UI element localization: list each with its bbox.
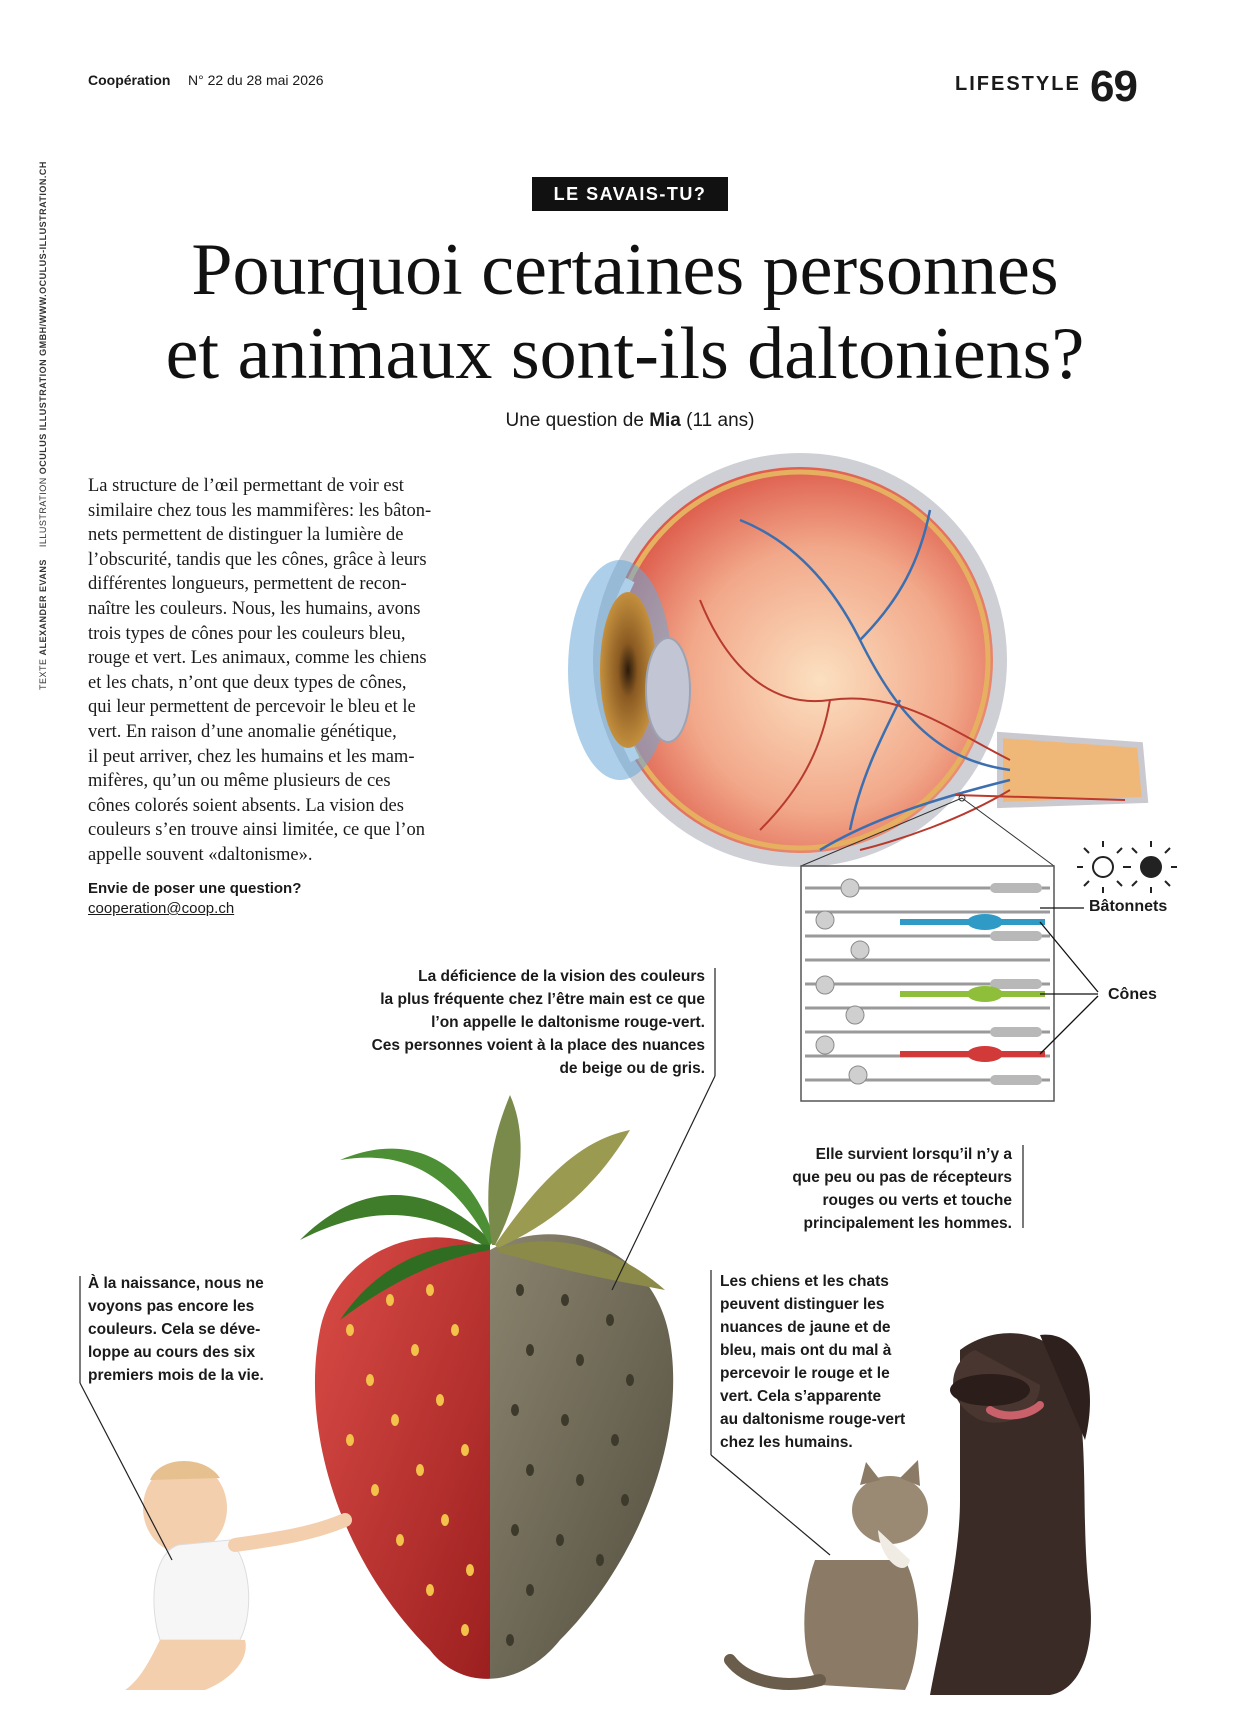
title-line: et animaux sont-ils daltoniens? [165, 313, 1085, 395]
note-line: principalement les hommes. [803, 1215, 1012, 1232]
note-line: Les chiens et les chats [720, 1273, 889, 1290]
publication-name: Coopération [88, 72, 171, 88]
note-line: percevoir le rouge et le [720, 1365, 890, 1382]
body-line: cônes colorés soient absents. La vision des [88, 795, 404, 816]
subtitle-name: Mia [649, 410, 681, 431]
body-line: appelle souvent «daltonisme». [88, 844, 313, 865]
note-line: La déficience de la vision des couleurs [418, 968, 705, 985]
dog-illustration [930, 1333, 1091, 1695]
body-line: rouge et vert. Les animaux, comme les chiens [88, 648, 427, 669]
credit-text-label: TEXTE [38, 658, 48, 690]
note-line: Ces personnes voient à la place des nuances [371, 1037, 705, 1054]
title-line: Pourquoi certaines personnes [191, 229, 1059, 311]
cat-illustration [730, 1460, 928, 1690]
contact-email-link[interactable]: cooperation@coop.ch [88, 900, 235, 917]
cta-question: Envie de poser une question? [88, 880, 302, 897]
subtitle-prefix: Une question de [505, 410, 650, 431]
bright-light-icon [1125, 841, 1177, 893]
note-line: loppe au cours des six [88, 1344, 256, 1361]
birth-note [88, 1272, 264, 1387]
note-line: chez les humains. [720, 1434, 853, 1451]
note-line: À la naissance, nous ne [88, 1275, 264, 1292]
body-line: qui leur permettent de percevoir le bleu et le [88, 697, 416, 718]
body-line: couleurs s’en trouve ainsi limitée, ce que l’on [88, 820, 426, 841]
note-line: au daltonisme rouge-vert [720, 1411, 906, 1428]
note-line: peuvent distinguer les [720, 1296, 885, 1313]
note-line: que peu ou pas de récepteurs [792, 1169, 1012, 1186]
strawberry-illustration [300, 1095, 690, 1700]
note-line: rouges ou verts et touche [822, 1192, 1012, 1209]
body-line: il peut arriver, chez les humains et les mam- [88, 746, 415, 767]
note-line: de beige ou de gris. [559, 1060, 705, 1077]
lens [646, 638, 690, 742]
rods-label: Bâtonnets [1089, 898, 1168, 915]
page-number: 69 [1090, 62, 1137, 111]
body-line: naître les couleurs. Nous, les humains, avons [88, 598, 421, 619]
body-line: mifères, qu’un ou même plusieurs de ces [88, 771, 391, 792]
note-line: vert. Cela s’apparente [720, 1388, 882, 1405]
body-line: et les chats, n’ont que deux types de cônes, [88, 672, 407, 693]
retina-diagram [801, 866, 1054, 1101]
credit-illustration-author: OCULUS ILLUSTRATION GMBH/WWW.OCULUS-ILLUSTRATION.CH [38, 161, 48, 475]
optic-nerve [1000, 735, 1145, 805]
note-line: Elle survient lorsqu’il n’y a [815, 1146, 1012, 1163]
issue-date: N° 22 du 28 mai 2026 [188, 72, 324, 88]
note-line: voyons pas encore les [88, 1298, 255, 1315]
credit-text-author: ALEXANDER EVANS [38, 559, 48, 656]
note-line: l’on appelle le daltonisme rouge-vert. [431, 1014, 705, 1031]
note-line: bleu, mais ont du mal à [720, 1342, 892, 1359]
note-line: nuances de jaune et de [720, 1319, 891, 1336]
body-line: l’obscurité, tandis que les cônes, grâce à leurs [88, 549, 427, 570]
body-line: vert. En raison d’une anomalie génétique, [88, 721, 397, 742]
body-line: trois types de cônes pour les couleurs bleu, [88, 623, 406, 644]
note-line: la plus fréquente chez l’être main est ce que [380, 991, 705, 1008]
section-label: LIFESTYLE [955, 73, 1081, 95]
deficiency-note [362, 965, 705, 1080]
note-line: couleurs. Cela se déve- [88, 1321, 261, 1338]
baby-illustration [125, 1461, 345, 1690]
subtitle-suffix: (11 ans) [680, 410, 755, 431]
body-line: nets permettent de distinguer la lumière de [88, 525, 404, 546]
credit-illustration-label: ILLUSTRATION [38, 477, 48, 548]
body-line: différentes longueurs, permettent de recon- [88, 574, 407, 595]
body-line: La structure de l’œil permettant de voir est [88, 476, 404, 496]
animals-note [720, 1270, 905, 1454]
kicker-badge: LE SAVAIS-TU? [532, 177, 728, 211]
dim-light-icon [1077, 841, 1129, 893]
body-line: similaire chez tous les mammifères: les bâton- [88, 500, 432, 521]
note-line: premiers mois de la vie. [88, 1367, 264, 1384]
cones-label: Cônes [1108, 986, 1157, 1003]
cause-note [772, 1143, 1012, 1235]
eye-illustration [568, 460, 1145, 860]
